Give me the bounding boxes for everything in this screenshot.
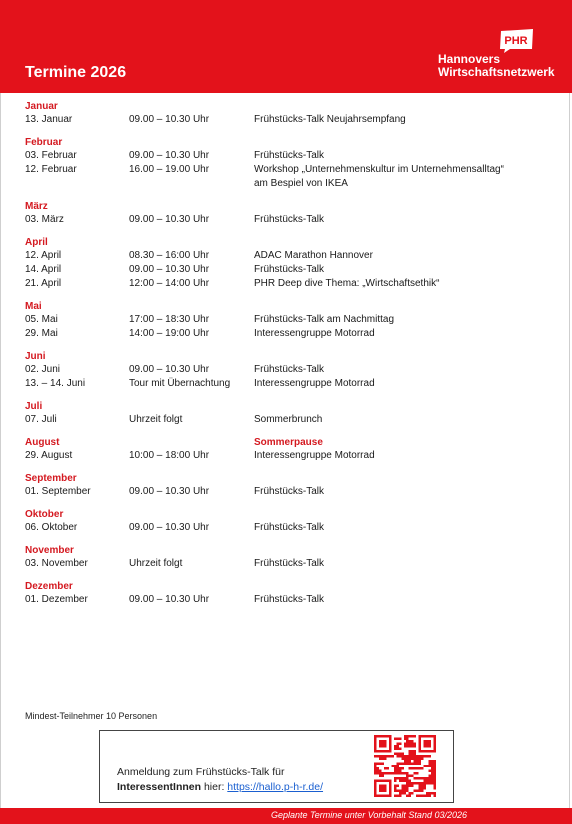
month-label: September bbox=[25, 473, 77, 484]
footer-bar bbox=[0, 808, 572, 824]
month-heading bbox=[25, 508, 545, 521]
event-date: 03. November bbox=[25, 558, 88, 569]
event-date: 12. Februar bbox=[25, 164, 77, 175]
event-time: 08.30 – 16:00 Uhr bbox=[129, 250, 210, 261]
month-label: März bbox=[25, 201, 48, 212]
month-label: Oktober bbox=[25, 509, 64, 520]
signup-line1: Anmeldung zum Frühstücks-Talk für bbox=[117, 766, 285, 778]
month-heading bbox=[25, 300, 545, 313]
event-row bbox=[25, 485, 545, 499]
month-heading bbox=[25, 472, 545, 485]
event-date: 01. Dezember bbox=[25, 594, 88, 605]
event-title-line: ADAC Marathon Hannover bbox=[254, 250, 373, 261]
event-date: 03. März bbox=[25, 214, 64, 225]
event-row bbox=[25, 327, 545, 341]
month-heading bbox=[25, 350, 545, 363]
event-time: Uhrzeit folgt bbox=[129, 558, 183, 569]
event-title-line: Interessengruppe Motorrad bbox=[254, 378, 375, 389]
event-row bbox=[25, 363, 545, 377]
month-heading bbox=[25, 544, 545, 557]
month-label: November bbox=[25, 545, 74, 556]
event-title-line: am Bespiel von IKEA bbox=[254, 178, 348, 189]
event-title-line: Frühstücks-Talk bbox=[254, 150, 325, 161]
event-row bbox=[25, 413, 545, 427]
month-section bbox=[25, 350, 545, 391]
event-time: 12:00 – 14:00 Uhr bbox=[129, 278, 210, 289]
event-title-line: Frühstücks-Talk bbox=[254, 486, 325, 497]
month-section bbox=[25, 436, 545, 463]
event-date: 02. Juni bbox=[25, 364, 61, 375]
event-date: 03. Februar bbox=[25, 150, 77, 161]
event-title-line: Frühstücks-Talk Neujahrsempfang bbox=[254, 114, 406, 125]
event-row bbox=[25, 149, 545, 163]
event-date: 21. April bbox=[25, 278, 62, 289]
month-label: Juli bbox=[25, 401, 43, 412]
signup-box bbox=[99, 730, 454, 803]
event-time: 16.00 – 19.00 Uhr bbox=[129, 164, 210, 175]
event-row bbox=[25, 249, 545, 263]
page-title: Termine 2026 bbox=[25, 64, 127, 81]
event-title bbox=[254, 149, 545, 163]
event-title-line: PHR Deep dive Thema: „Wirtschaftsethik“ bbox=[254, 278, 440, 289]
event-title bbox=[254, 313, 545, 327]
header-bar bbox=[0, 0, 572, 93]
event-time: 09.00 – 10.30 Uhr bbox=[129, 486, 210, 497]
month-section bbox=[25, 580, 545, 607]
event-title-line: Frühstücks-Talk bbox=[254, 558, 325, 569]
event-row bbox=[25, 277, 545, 291]
event-time: 10:00 – 18:00 Uhr bbox=[129, 450, 210, 461]
month-heading bbox=[25, 580, 545, 593]
event-title bbox=[254, 327, 545, 341]
event-row bbox=[25, 113, 545, 127]
event-date: 01. September bbox=[25, 486, 91, 497]
event-title bbox=[254, 557, 545, 571]
event-title bbox=[254, 263, 545, 277]
signup-text bbox=[117, 765, 323, 795]
event-title bbox=[254, 413, 545, 427]
event-row bbox=[25, 521, 545, 535]
event-title-line: Workshop „Unternehmenskultur im Unternehmensalltag“ bbox=[254, 164, 504, 175]
min-participants-note: Mindest-Teilnehmer 10 Personen bbox=[25, 711, 158, 721]
schedule-list bbox=[25, 100, 545, 607]
event-title-line: Frühstücks-Talk bbox=[254, 522, 325, 533]
event-time: 09.00 – 10.30 Uhr bbox=[129, 214, 210, 225]
event-title-line: Sommerbrunch bbox=[254, 414, 323, 425]
event-row bbox=[25, 313, 545, 327]
event-title-line: Frühstücks-Talk bbox=[254, 214, 325, 225]
event-time: 17:00 – 18:30 Uhr bbox=[129, 314, 210, 325]
event-title bbox=[254, 163, 545, 191]
svg-text:PHR: PHR bbox=[504, 35, 528, 47]
month-heading bbox=[25, 100, 545, 113]
month-label: April bbox=[25, 237, 48, 248]
event-date: 06. Oktober bbox=[25, 522, 78, 533]
month-heading bbox=[25, 136, 545, 149]
month-section bbox=[25, 300, 545, 341]
event-time: 09.00 – 10.30 Uhr bbox=[129, 522, 210, 533]
event-row bbox=[25, 377, 545, 391]
phr-logo-icon bbox=[498, 29, 536, 53]
event-title bbox=[254, 113, 545, 127]
event-title bbox=[254, 593, 545, 607]
signup-line2 bbox=[117, 780, 323, 795]
event-row bbox=[25, 213, 545, 227]
signup-link[interactable]: https://hallo.p-h-r.de/ bbox=[227, 781, 324, 793]
month-section bbox=[25, 508, 545, 535]
event-row bbox=[25, 557, 545, 571]
event-title-line: Frühstücks-Talk am Nachmittag bbox=[254, 314, 395, 325]
event-title bbox=[254, 449, 545, 463]
event-date: 13. – 14. Juni bbox=[25, 378, 86, 389]
brand-name-line1: Hannovers bbox=[438, 52, 501, 66]
event-time: 09.00 – 10.30 Uhr bbox=[129, 364, 210, 375]
signup-hier: hier: bbox=[201, 781, 228, 793]
event-date: 07. Juli bbox=[25, 414, 57, 425]
month-heading bbox=[25, 200, 545, 213]
month-heading bbox=[25, 436, 545, 449]
event-title bbox=[254, 521, 545, 535]
month-label: Dezember bbox=[25, 581, 73, 592]
month-section bbox=[25, 400, 545, 427]
event-title bbox=[254, 485, 545, 499]
event-date: 29. August bbox=[25, 450, 73, 461]
event-title-line: Frühstücks-Talk bbox=[254, 594, 325, 605]
event-row bbox=[25, 263, 545, 277]
event-title-line: Interessengruppe Motorrad bbox=[254, 328, 375, 339]
event-time: 09.00 – 10.30 Uhr bbox=[129, 114, 210, 125]
event-date: 12. April bbox=[25, 250, 62, 261]
brand-name-line2: Wirtschaftsnetzwerk bbox=[438, 65, 555, 79]
event-row bbox=[25, 449, 545, 463]
month-label: August bbox=[25, 437, 60, 448]
event-row bbox=[25, 163, 545, 191]
event-time: Tour mit Übernachtung bbox=[129, 378, 231, 389]
event-title bbox=[254, 363, 545, 377]
event-title-line: Frühstücks-Talk bbox=[254, 364, 325, 375]
month-section bbox=[25, 100, 545, 127]
month-heading bbox=[25, 236, 545, 249]
event-title-line: Frühstücks-Talk bbox=[254, 264, 325, 275]
event-title bbox=[254, 213, 545, 227]
event-time: 09.00 – 10.30 Uhr bbox=[129, 594, 210, 605]
event-title bbox=[254, 377, 545, 391]
event-title-line: Interessengruppe Motorrad bbox=[254, 450, 375, 461]
month-label: Januar bbox=[25, 101, 58, 112]
event-time: 09.00 – 10.30 Uhr bbox=[129, 150, 210, 161]
event-title bbox=[254, 249, 545, 263]
event-time: Uhrzeit folgt bbox=[129, 414, 183, 425]
signup-audience: InteressentInnen bbox=[117, 781, 202, 793]
event-title bbox=[254, 277, 545, 291]
month-note: Sommerpause bbox=[254, 437, 323, 448]
month-section bbox=[25, 236, 545, 291]
event-date: 29. Mai bbox=[25, 328, 58, 339]
event-date: 05. Mai bbox=[25, 314, 58, 325]
month-label: Juni bbox=[25, 351, 46, 362]
event-time: 14:00 – 19:00 Uhr bbox=[129, 328, 210, 339]
month-section bbox=[25, 200, 545, 227]
month-section bbox=[25, 136, 545, 191]
event-time: 09.00 – 10.30 Uhr bbox=[129, 264, 210, 275]
month-label: Februar bbox=[25, 137, 63, 148]
month-label: Mai bbox=[25, 301, 42, 312]
month-heading bbox=[25, 400, 545, 413]
event-row bbox=[25, 593, 545, 607]
qr-code-icon bbox=[374, 735, 436, 797]
event-date: 13. Januar bbox=[25, 114, 73, 125]
footer-text: Geplante Termine unter Vorbehalt Stand 03/2026 bbox=[271, 810, 467, 820]
brand-name bbox=[438, 53, 572, 79]
event-date: 14. April bbox=[25, 264, 62, 275]
month-section bbox=[25, 544, 545, 571]
month-section bbox=[25, 472, 545, 499]
